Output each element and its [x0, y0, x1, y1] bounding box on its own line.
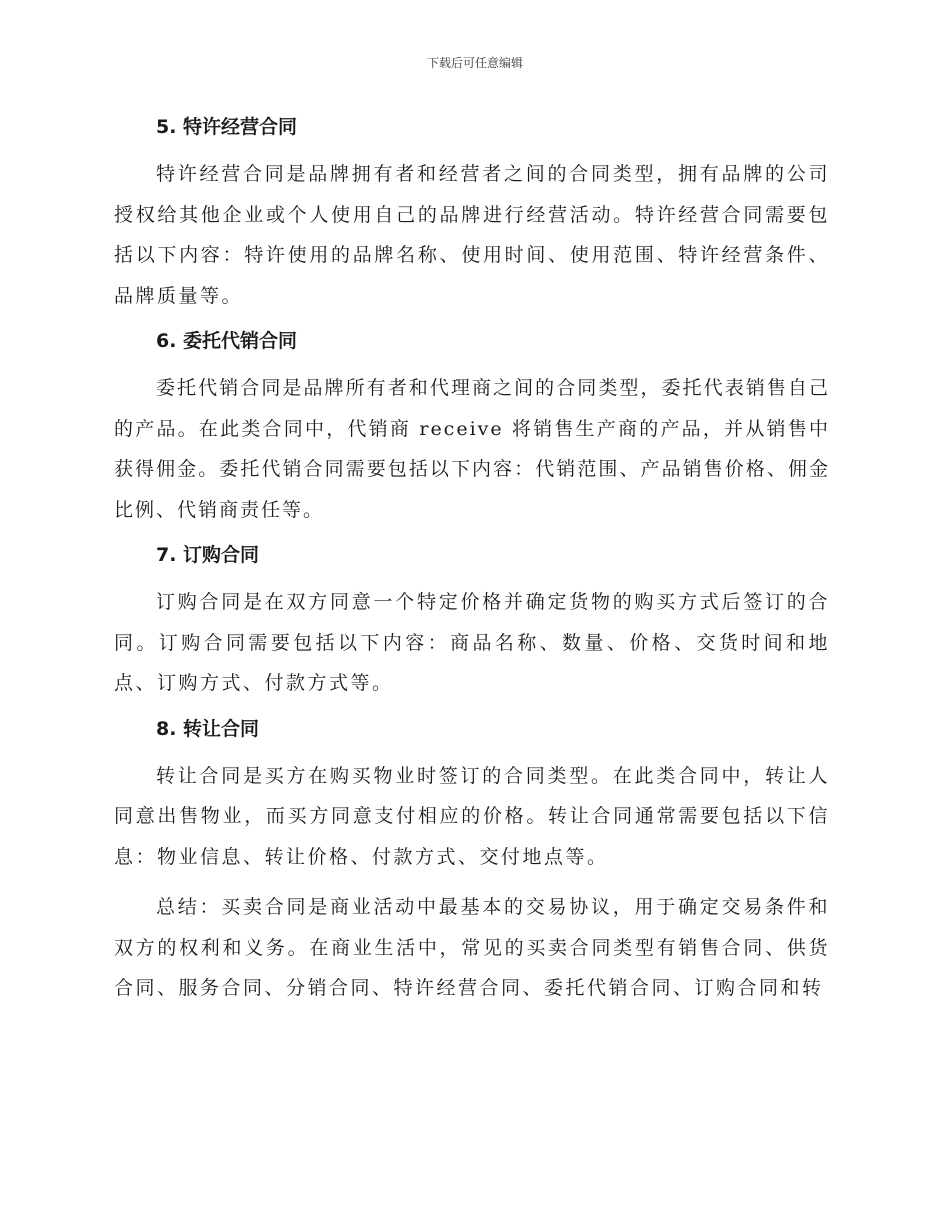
section-heading: 7. 订购合同: [156, 544, 260, 566]
summary-paragraph: 总结：买卖合同是商业活动中最基本的交易协议，用于确定交易条件和双方的权利和义务。在商业生活中，常见的买卖合同类型有销售合同、供货合同、服务合同、分销合同、特许经营合同、委托代销合同、订购合同和转: [114, 896, 830, 999]
section-franchise-contract: [114, 112, 830, 316]
section-paragraph: 委托代销合同是品牌所有者和代理商之间的合同类型，委托代表销售自己的产品。在此类合同中，代销商 receive 将销售生产商的产品，并从销售中获得佣金。委托代销合同需要包括以下内容：代销范围、产品销售价格、佣金比例、代销商责任等。: [114, 377, 830, 521]
section-heading: 5. 特许经营合同: [156, 116, 298, 138]
section-heading: 8. 转让合同: [156, 717, 260, 740]
section-paragraph: 特许经营合同是品牌拥有者和经营者之间的合同类型，拥有品牌的公司授权给其他企业或个人使用自己的品牌进行经营活动。特许经营合同需要包括以下内容：特许使用的品牌名称、使用时间、使用范围、特许经营条件、品牌质量等。: [114, 163, 830, 307]
section-heading: 6. 委托代销合同: [156, 330, 298, 352]
document-body: [114, 112, 830, 1019]
section-order-contract: [114, 540, 830, 704]
page-header: 下载后可任意编辑: [426, 56, 523, 70]
section-paragraph: 转让合同是买方在购买物业时签订的合同类型。在此类合同中，转让人同意出售物业，而买方同意支付相应的价格。转让合同通常需要包括以下信息：物业信息、转让价格、付款方式、交付地点等。: [114, 764, 830, 868]
section-transfer-contract: [114, 714, 830, 878]
section-paragraph: 订购合同是在双方同意一个特定价格并确定货物的购买方式后签订的合同。订购合同需要包括以下内容：商品名称、数量、价格、交货时间和地点、订购方式、付款方式等。: [114, 591, 830, 694]
section-consignment-contract: [114, 326, 830, 530]
